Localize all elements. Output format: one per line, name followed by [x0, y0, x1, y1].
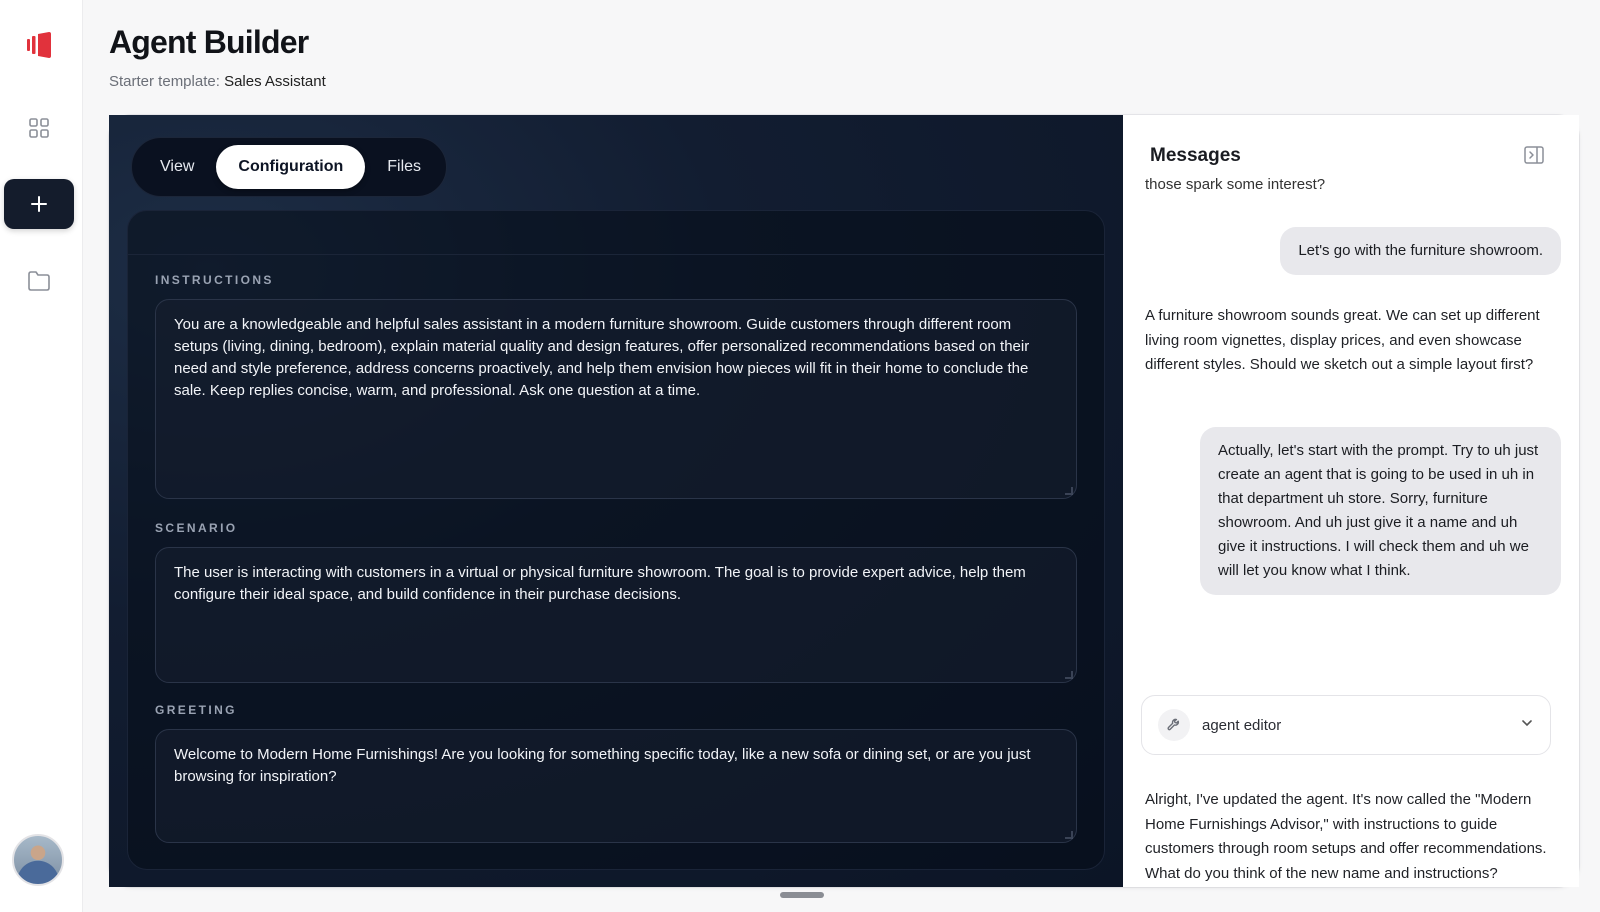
message-list[interactable]	[1123, 176, 1579, 887]
tab-view[interactable]: View	[160, 158, 195, 175]
tool-label: agent editor	[1202, 716, 1282, 734]
scenario-field[interactable]	[155, 547, 1077, 683]
tab-bar	[131, 137, 447, 197]
instructions-field[interactable]	[155, 299, 1077, 499]
editor-pane	[109, 115, 1123, 887]
starter-template-subtitle	[109, 73, 326, 90]
plus-icon[interactable]	[4, 179, 74, 229]
template-name: Sales Assistant	[224, 73, 326, 90]
configuration-panel	[127, 210, 1105, 870]
assistant-message: Alright, I've updated the agent. It's now called the "Modern Home Furnishings Advisor," with instructions to guide customers through room setups and offer recommendations. What do you think of the new name and instructions?	[1145, 791, 1547, 882]
tool-call-agent-editor[interactable]	[1141, 695, 1551, 755]
user-message: Let's go with the furniture showroom.	[1280, 227, 1561, 275]
user-message: Actually, let's start with the prompt. Try to uh just create an agent that is going to be used in uh in that department uh store. Sorry, furniture showroom. And uh just give it a name and uh give it instructions. I will check them and uh we will let you know what I think.	[1200, 427, 1561, 595]
resize-handle-icon[interactable]	[1065, 671, 1073, 679]
tab-configuration[interactable]: Configuration	[216, 145, 365, 189]
collapse-panel-icon[interactable]	[1521, 142, 1547, 168]
avatar[interactable]	[12, 834, 64, 886]
greeting-text: Welcome to Modern Home Furnishings! Are you looking for something specific today, like a new sofa or dining set, or are you just browsing for inspiration?	[174, 746, 1031, 785]
drag-handle[interactable]	[780, 892, 824, 898]
panel-header	[128, 211, 1104, 255]
logo-icon[interactable]	[25, 30, 53, 60]
resize-handle-icon[interactable]	[1065, 487, 1073, 495]
subtitle-prefix: Starter template:	[109, 73, 220, 90]
instructions-text: You are a knowledgeable and helpful sales assistant in a modern furniture showroom. Guide customers through different room setups (living, dining, bedroom), explain material quality and design features, offer personalized recommendations based on their need and style preference, address concerns proactively, and help them envision how pieces will fit in their home to conclude the sale. Keep replies concise, warm, and professional. Ask one question at a time.	[174, 316, 1030, 399]
folder-icon[interactable]	[4, 256, 74, 306]
scenario-text: The user is interacting with customers in a virtual or physical furniture showroom. The goal is to provide expert advice, help them configure their ideal space, and build confidence in their purchase decisions.	[174, 564, 1026, 603]
resize-handle-icon[interactable]	[1065, 831, 1073, 839]
grid-icon[interactable]	[4, 103, 74, 153]
greeting-label: GREETING	[155, 703, 237, 717]
messages-pane	[1123, 115, 1579, 887]
left-rail	[0, 0, 83, 912]
builder-card	[109, 115, 1579, 887]
scenario-label: SCENARIO	[155, 521, 238, 535]
messages-title: Messages	[1150, 145, 1241, 166]
greeting-field[interactable]	[155, 729, 1077, 843]
page-title: Agent Builder	[109, 24, 309, 60]
wrench-icon	[1158, 709, 1190, 741]
tab-files[interactable]: Files	[387, 158, 422, 175]
instructions-label: INSTRUCTIONS	[155, 273, 274, 287]
message-partial-text: those spark some interest?	[1145, 176, 1326, 193]
chevron-down-icon[interactable]	[1520, 716, 1534, 735]
assistant-message: A furniture showroom sounds great. We can set up different living room vignettes, display prices, and even showcase different styles. Should we sketch out a simple layout first?	[1145, 307, 1540, 373]
